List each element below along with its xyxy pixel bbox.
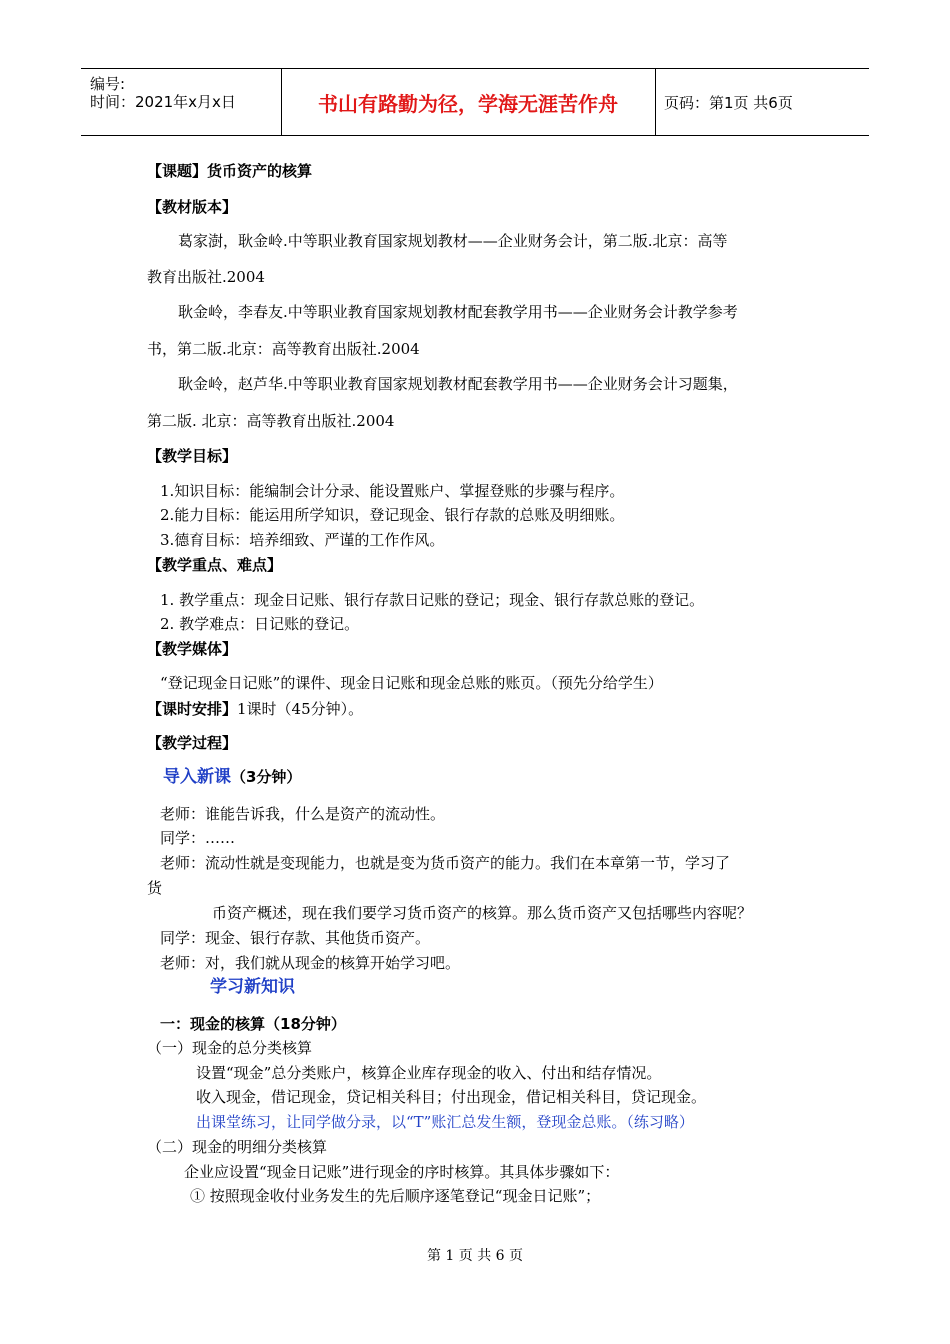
- paragraph-line: 教育出版社.2004: [147, 268, 265, 286]
- paragraph-line: 耿金岭，李春友.中等职业教育国家规划教材配套教学用书——企业财务会计教学参考: [178, 303, 738, 321]
- list-item: 1.知识目标：能编制会计分录、能设置账户、掌握登账的步骤与程序。: [160, 482, 625, 500]
- dialogue-line: 货: [147, 879, 163, 897]
- schedule-value: 1课时（45分钟）。: [237, 700, 364, 718]
- dialogue-line: 老师：谁能告诉我，什么是资产的流动性。: [160, 805, 446, 823]
- intro-heading: 导入新课: [163, 767, 231, 787]
- section-heading-media: 【教学媒体】: [147, 640, 238, 658]
- section-heading-schedule: 【课时安排】: [147, 700, 238, 718]
- new-knowledge-heading: 学习新知识: [210, 977, 295, 997]
- intro-duration: （3分钟）: [231, 768, 302, 786]
- section-heading-textbook: 【教材版本】: [147, 198, 238, 216]
- list-item: 2.能力目标：能运用所学知识，登记现金、银行存款的总账及明细账。: [160, 506, 625, 524]
- list-item: 2. 教学难点：日记账的登记。: [160, 615, 360, 633]
- schedule-line: [147, 699, 363, 719]
- document-date-label: 时间：2021年x月x日: [90, 93, 236, 111]
- cash-accounting-heading: 一：现金的核算（18分钟）: [160, 1015, 346, 1033]
- dialogue-line: 同学：现金、银行存款、其他货币资产。: [160, 929, 431, 947]
- page-footer: 第 1 页 共 6 页: [426, 1248, 524, 1264]
- section-heading-key-points: 【教学重点、难点】: [147, 556, 283, 574]
- paragraph-line: 企业应设置“现金日记账”进行现金的序时核算。其具体步骤如下：: [184, 1163, 620, 1181]
- paragraph-line: 收入现金，借记现金，贷记相关科目；付出现金，借记相关科目，贷记现金。: [196, 1088, 707, 1106]
- intro-heading-line: [163, 767, 301, 787]
- header-page-info: 页码：第1页 共6页: [664, 93, 793, 112]
- dialogue-line: 老师：流动性就是变现能力，也就是变为货币资产的能力。我们在本章第一节，学习了: [160, 854, 731, 872]
- paragraph-line: 书，第二版.北京：高等教育出版社.2004: [147, 340, 420, 358]
- dialogue-line: 同学：……: [160, 829, 236, 847]
- section-heading-process: 【教学过程】: [147, 734, 238, 752]
- paragraph-line: 设置“现金”总分类账户，核算企业库存现金的收入、付出和结存情况。: [196, 1064, 662, 1082]
- paragraph-line: 耿金岭，赵芦华.中等职业教育国家规划教材配套教学用书——企业财务会计习题集，: [178, 375, 738, 393]
- dialogue-line: 币资产概述，现在我们要学习货币资产的核算。那么货币资产又包括哪些内容呢？: [212, 904, 753, 922]
- header-meta-cell: [81, 69, 282, 135]
- section-heading-objectives: 【教学目标】: [147, 447, 238, 465]
- document-number-label: 编号:: [90, 75, 126, 93]
- paragraph-line: 第二版. 北京：高等教育出版社.2004: [147, 412, 395, 430]
- subsection-heading: （一）现金的总分类核算: [147, 1039, 313, 1057]
- header-motto: 书山有路勤为径，学海无涯苦作舟: [281, 69, 656, 135]
- subsection-heading: （二）现金的明细分类核算: [147, 1138, 328, 1156]
- paragraph-line: 葛家澍，耿金岭.中等职业教育国家规划教材——企业财务会计，第二版.北京：高等: [178, 232, 728, 250]
- page-header: [81, 68, 869, 136]
- step-item: ① 按照现金收付业务发生的先后顺序逐笔登记“现金日记账”；: [190, 1187, 601, 1205]
- topic-line: 【课题】货币资产的核算: [147, 162, 313, 180]
- paragraph-line: “登记现金日记账”的课件、现金日记账和现金总账的账页。（预先分给学生）: [160, 674, 663, 692]
- list-item: 1. 教学重点：现金日记账、银行存款日记账的登记；现金、银行存款总账的登记。: [160, 591, 705, 609]
- exercise-note: 出课堂练习，让同学做分录，以“T”账汇总发生额，登现金总账。（练习略）: [196, 1113, 694, 1131]
- list-item: 3.德育目标：培养细致、严谨的工作作风。: [160, 531, 445, 549]
- dialogue-line: 老师：对，我们就从现金的核算开始学习吧。: [160, 954, 461, 972]
